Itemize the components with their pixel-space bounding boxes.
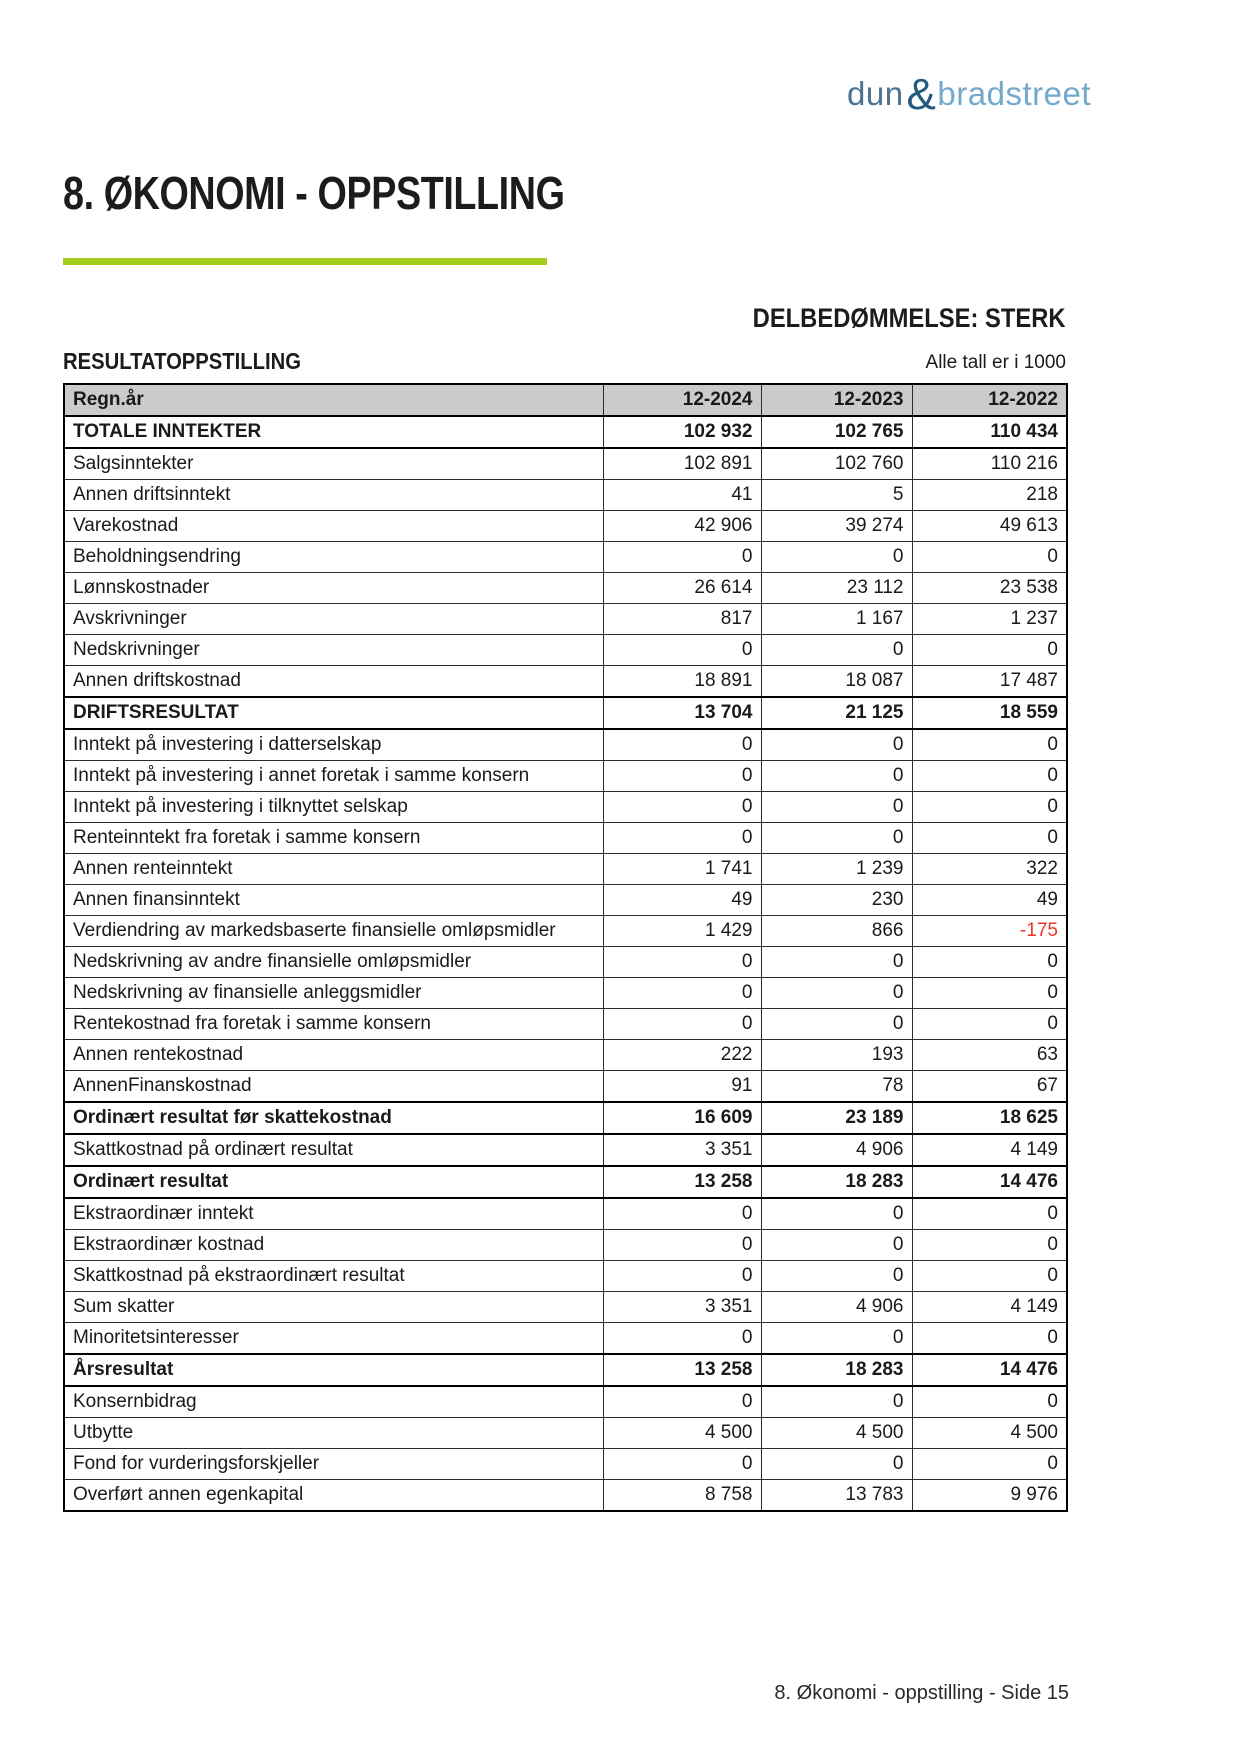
title-accent-bar	[63, 258, 547, 265]
row-value: 0	[761, 1198, 912, 1230]
row-value: 0	[761, 792, 912, 823]
row-value: 0	[603, 635, 761, 666]
column-header-year: 12-2022	[912, 384, 1067, 416]
row-value: 0	[761, 761, 912, 792]
row-value: 0	[603, 542, 761, 573]
row-value: 18 283	[761, 1166, 912, 1198]
row-value: 218	[912, 480, 1067, 511]
row-value: 0	[912, 1230, 1067, 1261]
row-value: 17 487	[912, 666, 1067, 698]
row-label: Fond for vurderingsforskjeller	[64, 1449, 603, 1480]
row-label: Inntekt på investering i tilknyttet selskap	[64, 792, 603, 823]
row-value: 18 087	[761, 666, 912, 698]
row-value: 4 906	[761, 1134, 912, 1166]
table-row	[64, 1480, 1067, 1512]
table-row	[64, 635, 1067, 666]
row-label: TOTALE INNTEKTER	[64, 416, 603, 448]
row-label: Annen renteinntekt	[64, 854, 603, 885]
row-value: 0	[912, 729, 1067, 761]
table-row	[64, 854, 1067, 885]
table-row	[64, 416, 1067, 448]
row-value: 0	[912, 1386, 1067, 1418]
row-value: 0	[603, 823, 761, 854]
table-row	[64, 1449, 1067, 1480]
table-row	[64, 1261, 1067, 1292]
row-value: 49	[912, 885, 1067, 916]
row-value: 0	[912, 1449, 1067, 1480]
row-value: 110 434	[912, 416, 1067, 448]
row-value: 26 614	[603, 573, 761, 604]
row-value: 0	[603, 1449, 761, 1480]
row-value: 866	[761, 916, 912, 947]
table-row	[64, 697, 1067, 729]
table-row	[64, 1071, 1067, 1103]
row-value: 102 760	[761, 448, 912, 480]
result-statement-table	[63, 383, 1068, 1512]
row-value: 0	[912, 1198, 1067, 1230]
column-header-year: 12-2023	[761, 384, 912, 416]
row-value: 193	[761, 1040, 912, 1071]
table-row	[64, 1040, 1067, 1071]
table-row	[64, 480, 1067, 511]
row-value: 4 500	[603, 1418, 761, 1449]
row-value: 3 351	[603, 1134, 761, 1166]
row-value: 18 559	[912, 697, 1067, 729]
row-value: 1 429	[603, 916, 761, 947]
column-header-year: 12-2024	[603, 384, 761, 416]
row-value: 0	[603, 1261, 761, 1292]
row-value: 49	[603, 885, 761, 916]
table-row	[64, 1230, 1067, 1261]
row-value: 0	[603, 1230, 761, 1261]
row-value: 16 609	[603, 1102, 761, 1134]
column-header-label: Regn.år	[64, 384, 603, 416]
row-label: Nedskrivning av finansielle anleggsmidler	[64, 978, 603, 1009]
row-label: Annen finansinntekt	[64, 885, 603, 916]
page-footer: 8. Økonomi - oppstilling - Side 15	[774, 1682, 1069, 1704]
row-value: 102 891	[603, 448, 761, 480]
row-value: 91	[603, 1071, 761, 1103]
row-value: 0	[603, 1198, 761, 1230]
row-label: Inntekt på investering i annet foretak i samme konsern	[64, 761, 603, 792]
row-value: 0	[912, 1323, 1067, 1355]
row-label: Inntekt på investering i datterselskap	[64, 729, 603, 761]
row-label: Rentekostnad fra foretak i samme konsern	[64, 1009, 603, 1040]
row-value: 42 906	[603, 511, 761, 542]
row-label: Annen driftskostnad	[64, 666, 603, 698]
row-label: Annen driftsinntekt	[64, 480, 603, 511]
row-value: 0	[761, 542, 912, 573]
row-value: 0	[603, 729, 761, 761]
row-value: 63	[912, 1040, 1067, 1071]
dun-and-bradstreet-logo	[847, 72, 1091, 117]
row-value: 0	[912, 792, 1067, 823]
row-value: 41	[603, 480, 761, 511]
row-label: Skattkostnad på ordinært resultat	[64, 1134, 603, 1166]
row-label: AnnenFinanskostnad	[64, 1071, 603, 1103]
assessment-label: DELBEDØMMELSE: STERK	[753, 303, 1066, 333]
row-value: 18 625	[912, 1102, 1067, 1134]
row-value: 1 741	[603, 854, 761, 885]
row-label: Konsernbidrag	[64, 1386, 603, 1418]
table-row	[64, 916, 1067, 947]
units-note: Alle tall er i 1000	[925, 352, 1066, 373]
table-row	[64, 761, 1067, 792]
row-value: 0	[761, 1449, 912, 1480]
row-label: Nedskrivning av andre finansielle omløpsmidler	[64, 947, 603, 978]
table-header-row	[64, 384, 1067, 416]
row-value: 4 906	[761, 1292, 912, 1323]
row-value: 23 189	[761, 1102, 912, 1134]
row-value: 0	[761, 1323, 912, 1355]
row-value: 4 149	[912, 1134, 1067, 1166]
table-row	[64, 1386, 1067, 1418]
table-row	[64, 573, 1067, 604]
row-value: 23 538	[912, 573, 1067, 604]
logo-text-bradstreet: bradstreet	[937, 75, 1091, 112]
row-value: 49 613	[912, 511, 1067, 542]
row-value: 3 351	[603, 1292, 761, 1323]
row-value: 5	[761, 480, 912, 511]
row-label: Sum skatter	[64, 1292, 603, 1323]
table-row	[64, 947, 1067, 978]
row-value: 0	[912, 823, 1067, 854]
table-row	[64, 1198, 1067, 1230]
row-value: 0	[912, 1009, 1067, 1040]
row-label: Avskrivninger	[64, 604, 603, 635]
row-value: 13 783	[761, 1480, 912, 1512]
row-value: 14 476	[912, 1166, 1067, 1198]
row-value: 0	[912, 761, 1067, 792]
table-row	[64, 1418, 1067, 1449]
row-label: Ordinært resultat	[64, 1166, 603, 1198]
row-value: 0	[603, 1323, 761, 1355]
row-value: 0	[912, 542, 1067, 573]
row-label: Ekstraordinær kostnad	[64, 1230, 603, 1261]
row-value: 1 167	[761, 604, 912, 635]
row-label: Renteinntekt fra foretak i samme konsern	[64, 823, 603, 854]
table-row	[64, 604, 1067, 635]
row-value: 0	[761, 947, 912, 978]
row-value: 0	[912, 947, 1067, 978]
row-value: 817	[603, 604, 761, 635]
table-row	[64, 1134, 1067, 1166]
row-value: 0	[761, 635, 912, 666]
row-label: Beholdningsendring	[64, 542, 603, 573]
row-value: 23 112	[761, 573, 912, 604]
row-label: Varekostnad	[64, 511, 603, 542]
table-row	[64, 511, 1067, 542]
row-value: 21 125	[761, 697, 912, 729]
table-row	[64, 1354, 1067, 1386]
row-value: 67	[912, 1071, 1067, 1103]
row-label: Overført annen egenkapital	[64, 1480, 603, 1512]
table-row	[64, 448, 1067, 480]
page-title: 8. ØKONOMI - OPPSTILLING	[63, 167, 565, 219]
row-label: Nedskrivninger	[64, 635, 603, 666]
row-value: 0	[603, 1386, 761, 1418]
row-value: 0	[912, 635, 1067, 666]
row-value: 1 237	[912, 604, 1067, 635]
table-row	[64, 885, 1067, 916]
row-value: 13 258	[603, 1166, 761, 1198]
row-value: -175	[912, 916, 1067, 947]
table-row	[64, 666, 1067, 698]
row-value: 9 976	[912, 1480, 1067, 1512]
row-label: Årsresultat	[64, 1354, 603, 1386]
row-value: 230	[761, 885, 912, 916]
row-label: Skattkostnad på ekstraordinært resultat	[64, 1261, 603, 1292]
table-row	[64, 729, 1067, 761]
row-label: Utbytte	[64, 1418, 603, 1449]
ampersand-icon: &	[906, 70, 937, 119]
row-label: Ordinært resultat før skattekostnad	[64, 1102, 603, 1134]
table-row	[64, 792, 1067, 823]
row-value: 39 274	[761, 511, 912, 542]
row-value: 1 239	[761, 854, 912, 885]
row-value: 0	[603, 978, 761, 1009]
row-value: 4 149	[912, 1292, 1067, 1323]
table-row	[64, 542, 1067, 573]
logo-text-dun: dun	[846, 75, 904, 112]
row-value: 4 500	[912, 1418, 1067, 1449]
row-value: 322	[912, 854, 1067, 885]
row-label: Salgsinntekter	[64, 448, 603, 480]
table-row	[64, 978, 1067, 1009]
row-value: 4 500	[761, 1418, 912, 1449]
row-label: Lønnskostnader	[64, 573, 603, 604]
table-row	[64, 1323, 1067, 1355]
row-value: 0	[603, 1009, 761, 1040]
row-value: 0	[761, 823, 912, 854]
row-label: Ekstraordinær inntekt	[64, 1198, 603, 1230]
table-row	[64, 1102, 1067, 1134]
row-value: 18 283	[761, 1354, 912, 1386]
table-row	[64, 823, 1067, 854]
row-value: 0	[761, 1230, 912, 1261]
row-value: 13 258	[603, 1354, 761, 1386]
row-value: 0	[912, 1261, 1067, 1292]
row-value: 222	[603, 1040, 761, 1071]
row-value: 0	[761, 978, 912, 1009]
row-label: Verdiendring av markedsbaserte finansielle omløpsmidler	[64, 916, 603, 947]
row-value: 0	[761, 1009, 912, 1040]
row-value: 0	[603, 761, 761, 792]
row-value: 0	[603, 792, 761, 823]
table-row	[64, 1166, 1067, 1198]
row-value: 8 758	[603, 1480, 761, 1512]
row-value: 0	[761, 729, 912, 761]
row-value: 110 216	[912, 448, 1067, 480]
row-value: 0	[603, 947, 761, 978]
row-value: 0	[912, 978, 1067, 1009]
row-value: 78	[761, 1071, 912, 1103]
row-value: 102 765	[761, 416, 912, 448]
table-row	[64, 1292, 1067, 1323]
row-label: DRIFTSRESULTAT	[64, 697, 603, 729]
row-value: 13 704	[603, 697, 761, 729]
table-title: RESULTATOPPSTILLING	[63, 348, 302, 374]
row-value: 0	[761, 1261, 912, 1292]
row-label: Annen rentekostnad	[64, 1040, 603, 1071]
row-value: 102 932	[603, 416, 761, 448]
row-value: 0	[761, 1386, 912, 1418]
table-row	[64, 1009, 1067, 1040]
row-label: Minoritetsinteresser	[64, 1323, 603, 1355]
row-value: 18 891	[603, 666, 761, 698]
row-value: 14 476	[912, 1354, 1067, 1386]
